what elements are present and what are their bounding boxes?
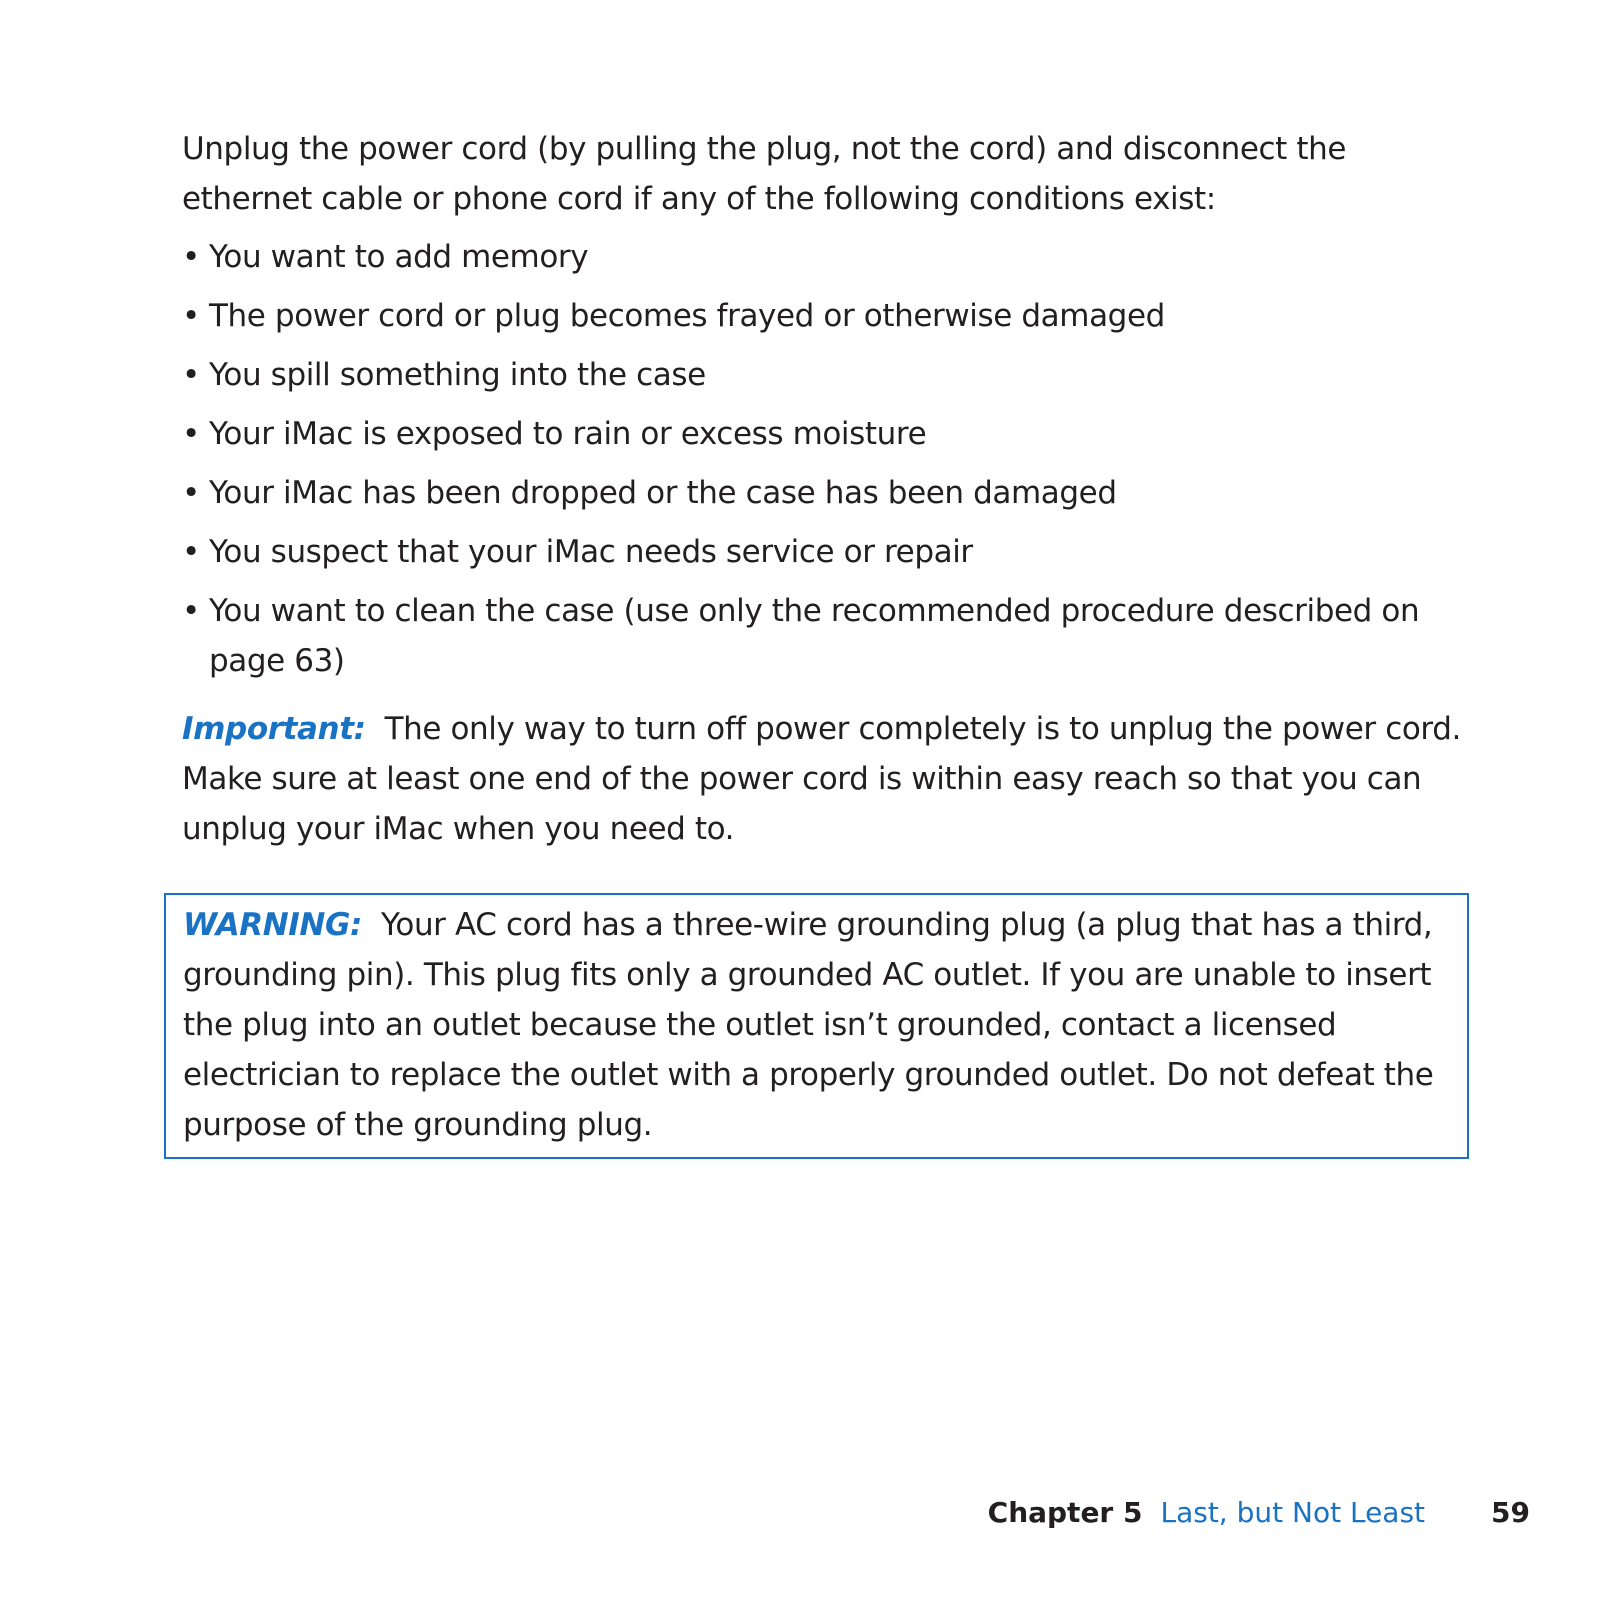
list-item-text: You suspect that your iMac needs service or repair (209, 534, 973, 570)
list-item (182, 586, 1482, 686)
bullet-icon: • (182, 239, 200, 275)
bullet-icon: • (182, 298, 200, 334)
important-note (182, 704, 1482, 854)
bullet-icon: • (182, 475, 200, 511)
bullet-icon: • (182, 416, 200, 452)
list-item (182, 409, 1482, 459)
important-text: The only way to turn off power completely is to unplug the power cord. Make sure at least one end of the power cord is within easy reach so that you can unplug your iMac when you need to. (182, 711, 1461, 847)
list-item (182, 350, 1482, 400)
list-item (182, 468, 1482, 518)
page-footer (988, 1493, 1530, 1533)
warning-note (183, 900, 1463, 1150)
list-item-text: The power cord or plug becomes frayed or otherwise damaged (209, 298, 1165, 334)
list-item (182, 232, 1482, 282)
important-label: Important: (182, 711, 366, 747)
intro-paragraph: Unplug the power cord (by pulling the plug, not the cord) and disconnect the ethernet cable or phone cord if any of the following conditions exist: (182, 131, 1347, 217)
list-item (182, 291, 1482, 341)
list-item-text: You want to clean the case (use only the recommended procedure described on page 63) (209, 593, 1420, 679)
chapter-title: Last, but Not Least (1160, 1496, 1426, 1529)
list-item-text: Your iMac is exposed to rain or excess moisture (209, 416, 927, 452)
list-item-text: Your iMac has been dropped or the case has been damaged (209, 475, 1117, 511)
chapter-label: Chapter 5 (987, 1496, 1143, 1529)
conditions-list (182, 232, 1482, 686)
page-number: 59 (1491, 1496, 1530, 1529)
list-item-text: You spill something into the case (209, 357, 706, 393)
warning-label: WARNING: (183, 907, 363, 943)
bullet-icon: • (182, 534, 200, 570)
list-item-text: You want to add memory (209, 239, 589, 275)
page-body (182, 124, 1482, 854)
warning-text: Your AC cord has a three-wire grounding plug (a plug that has a third, grounding pin). This plug fits only a grounded AC outlet. If you are unable to insert the plug into an outlet because the outlet isn’t grounded, contact a licensed electrician to replace the outlet with a properly grounded outlet. Do not defeat the purpose of the grounding plug. (183, 907, 1434, 1143)
list-item (182, 527, 1482, 577)
bullet-icon: • (182, 593, 200, 629)
bullet-icon: • (182, 357, 200, 393)
